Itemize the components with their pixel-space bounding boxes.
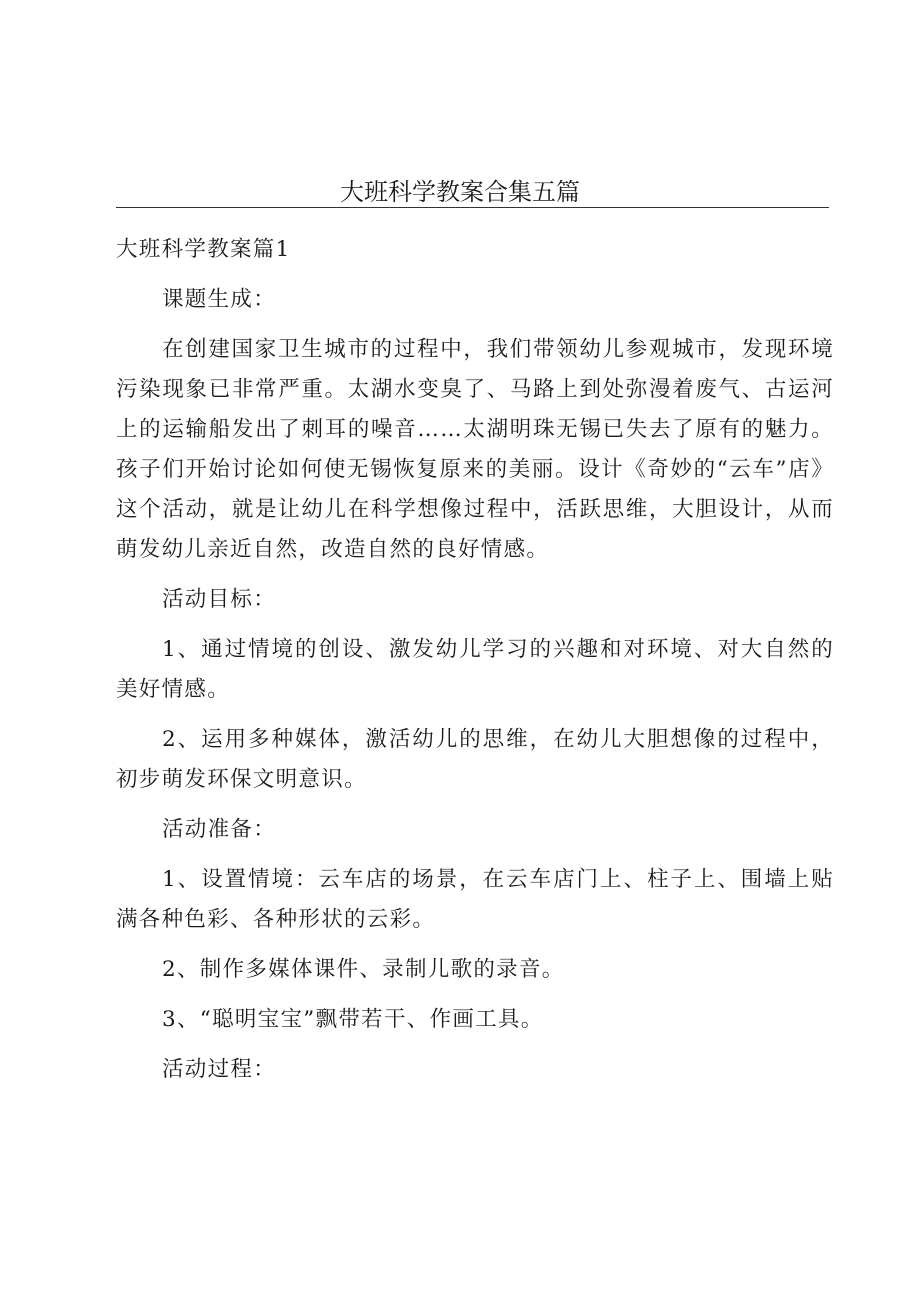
paragraph-prep-1: 1、设置情境：云车店的场景，在云车店门上、柱子上、围墙上贴满各种色彩、各种形状的云彩。: [116, 867, 834, 932]
document-title: 大班科学教案合集五篇: [340, 178, 580, 206]
paragraph-goal-1: 1、通过情境的创设、激发幼儿学习的兴趣和对环境、对大自然的美好情感。: [116, 637, 834, 702]
paragraph-prep-label: 活动准备：: [162, 817, 277, 842]
paragraph-prep-3: 3、“聪明宝宝”飘带若干、作画工具。: [162, 1007, 544, 1032]
paragraph-topic-label: 课题生成：: [162, 287, 277, 312]
paragraph-goals-label: 活动目标：: [162, 587, 277, 612]
title-divider: [116, 207, 829, 208]
section-heading: 大班科学教案篇1: [116, 237, 291, 262]
paragraph-topic-body: 在创建国家卫生城市的过程中，我们带领幼儿参观城市，发现环境污染现象已非常严重。太湖水变臭了、马路上到处弥漫着废气、古运河上的运输船发出了刺耳的噪音……太湖明珠无锡已失去了原有的魅力。孩子们开始讨论如何使无锡恢复原来的美丽。设计《奇妙的“云车”店》这个活动，就是让幼儿在科学想像过程中，活跃思维，大胆设计，从而萌发幼儿亲近自然，改造自然的良好情感。: [116, 337, 834, 562]
paragraph-prep-2: 2、制作多媒体课件、录制儿歌的录音。: [162, 957, 565, 982]
paragraph-goal-2: 2、运用多种媒体，激活幼儿的思维，在幼儿大胆想像的过程中，初步萌发环保文明意识。: [116, 727, 834, 792]
document-body: [116, 230, 834, 1090]
paragraph-process-label: 活动过程：: [162, 1057, 277, 1082]
